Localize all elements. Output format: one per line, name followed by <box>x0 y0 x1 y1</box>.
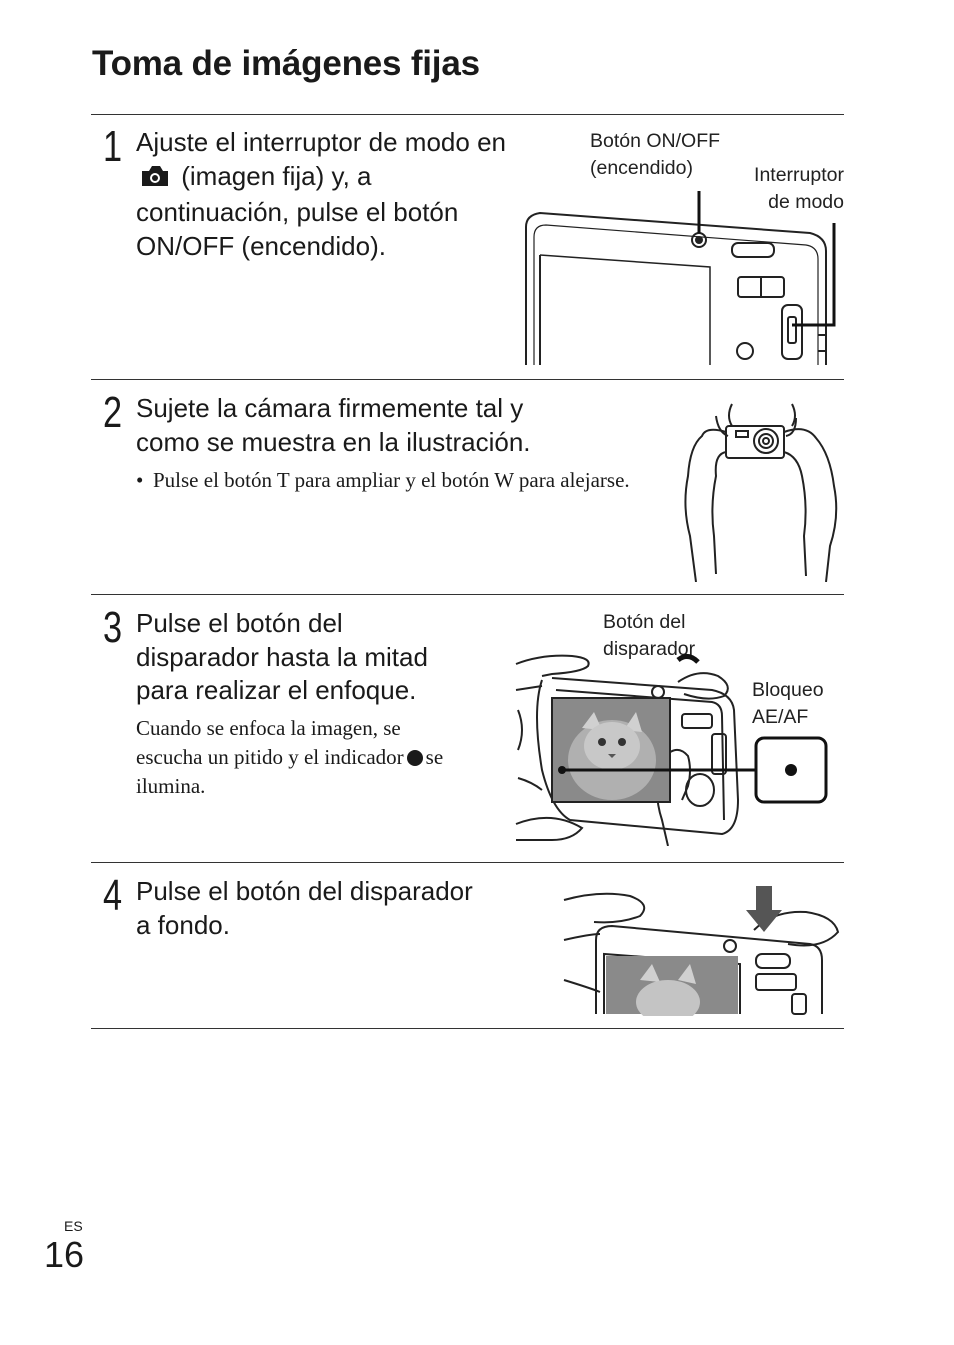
step-4-heading <box>136 875 473 942</box>
step-3-note-line3: ilumina. <box>136 774 206 798</box>
power-button-label-line1: Botón ON/OFF <box>590 130 721 152</box>
step-4-number: 4 <box>103 871 122 920</box>
mode-switch-label-line1: Interruptor <box>754 164 844 186</box>
step-3-number: 3 <box>103 603 122 652</box>
step-2-heading <box>136 392 531 459</box>
step-3-note-line2-a: escucha un pitido y el indicador <box>136 745 404 769</box>
language-code: ES <box>64 1218 83 1234</box>
ae-af-lock-label-line1: Bloqueo <box>752 679 824 701</box>
section-divider <box>91 1028 844 1029</box>
step-3-heading-line1: Pulse el botón del <box>136 608 343 638</box>
mode-switch-label-line2: de modo <box>768 191 844 213</box>
section-divider <box>91 862 844 863</box>
step-3-note-line1: Cuando se enfoca la imagen, se <box>136 716 401 740</box>
section-divider <box>91 114 844 115</box>
step-3-heading <box>136 607 428 708</box>
step-4-heading-line1: Pulse el botón del disparador <box>136 876 473 906</box>
focus-indicator-dot-icon <box>407 750 423 766</box>
power-button-label <box>590 128 720 182</box>
step-2-heading-line1: Sujete la cámara firmemente tal y <box>136 393 524 423</box>
shutter-button-label-line1: Botón del <box>603 611 686 633</box>
step-1-text <box>136 126 506 263</box>
step-1-text-b: (imagen fija) y, a continuación, pulse el botón ON/OFF (encendido). <box>136 160 459 261</box>
hands-holding-camera-illustration <box>676 396 846 582</box>
bullet-marker: • <box>136 468 144 492</box>
step-2-heading-line2: como se muestra en la ilustración. <box>136 426 531 457</box>
section-divider <box>91 594 844 595</box>
page-number: 16 <box>44 1234 85 1275</box>
step-3-note-line2-b: se <box>425 745 444 769</box>
step-2-bullet-text: Pulse el botón T para ampliar y el botón W para alejarse. <box>153 468 630 492</box>
half-press-shutter-illustration <box>512 650 834 846</box>
step-1-number: 1 <box>103 122 122 171</box>
still-camera-icon <box>140 163 170 197</box>
step-2-bullet <box>136 466 643 495</box>
power-button-label-line2: (encendido) <box>590 157 693 179</box>
section-divider <box>91 379 844 380</box>
full-press-shutter-illustration <box>560 880 842 1016</box>
step-3-heading-line2: disparador hasta la mitad <box>136 641 428 672</box>
page-title: Toma de imágenes fijas <box>92 44 480 83</box>
ae-af-lock-label-line2: AE/AF <box>752 706 809 728</box>
step-2-number: 2 <box>103 388 122 437</box>
camera-top-illustration <box>520 185 850 367</box>
step-3-note-line2 <box>136 743 506 772</box>
shutter-button-label-line2: disparador <box>603 638 696 660</box>
step-4-heading-line2: a fondo. <box>136 909 230 940</box>
step-1-text-a: Ajuste el interruptor de modo en <box>136 127 506 157</box>
step-3-note <box>136 714 506 801</box>
step-3-heading-line3: para realizar el enfoque. <box>136 675 417 705</box>
